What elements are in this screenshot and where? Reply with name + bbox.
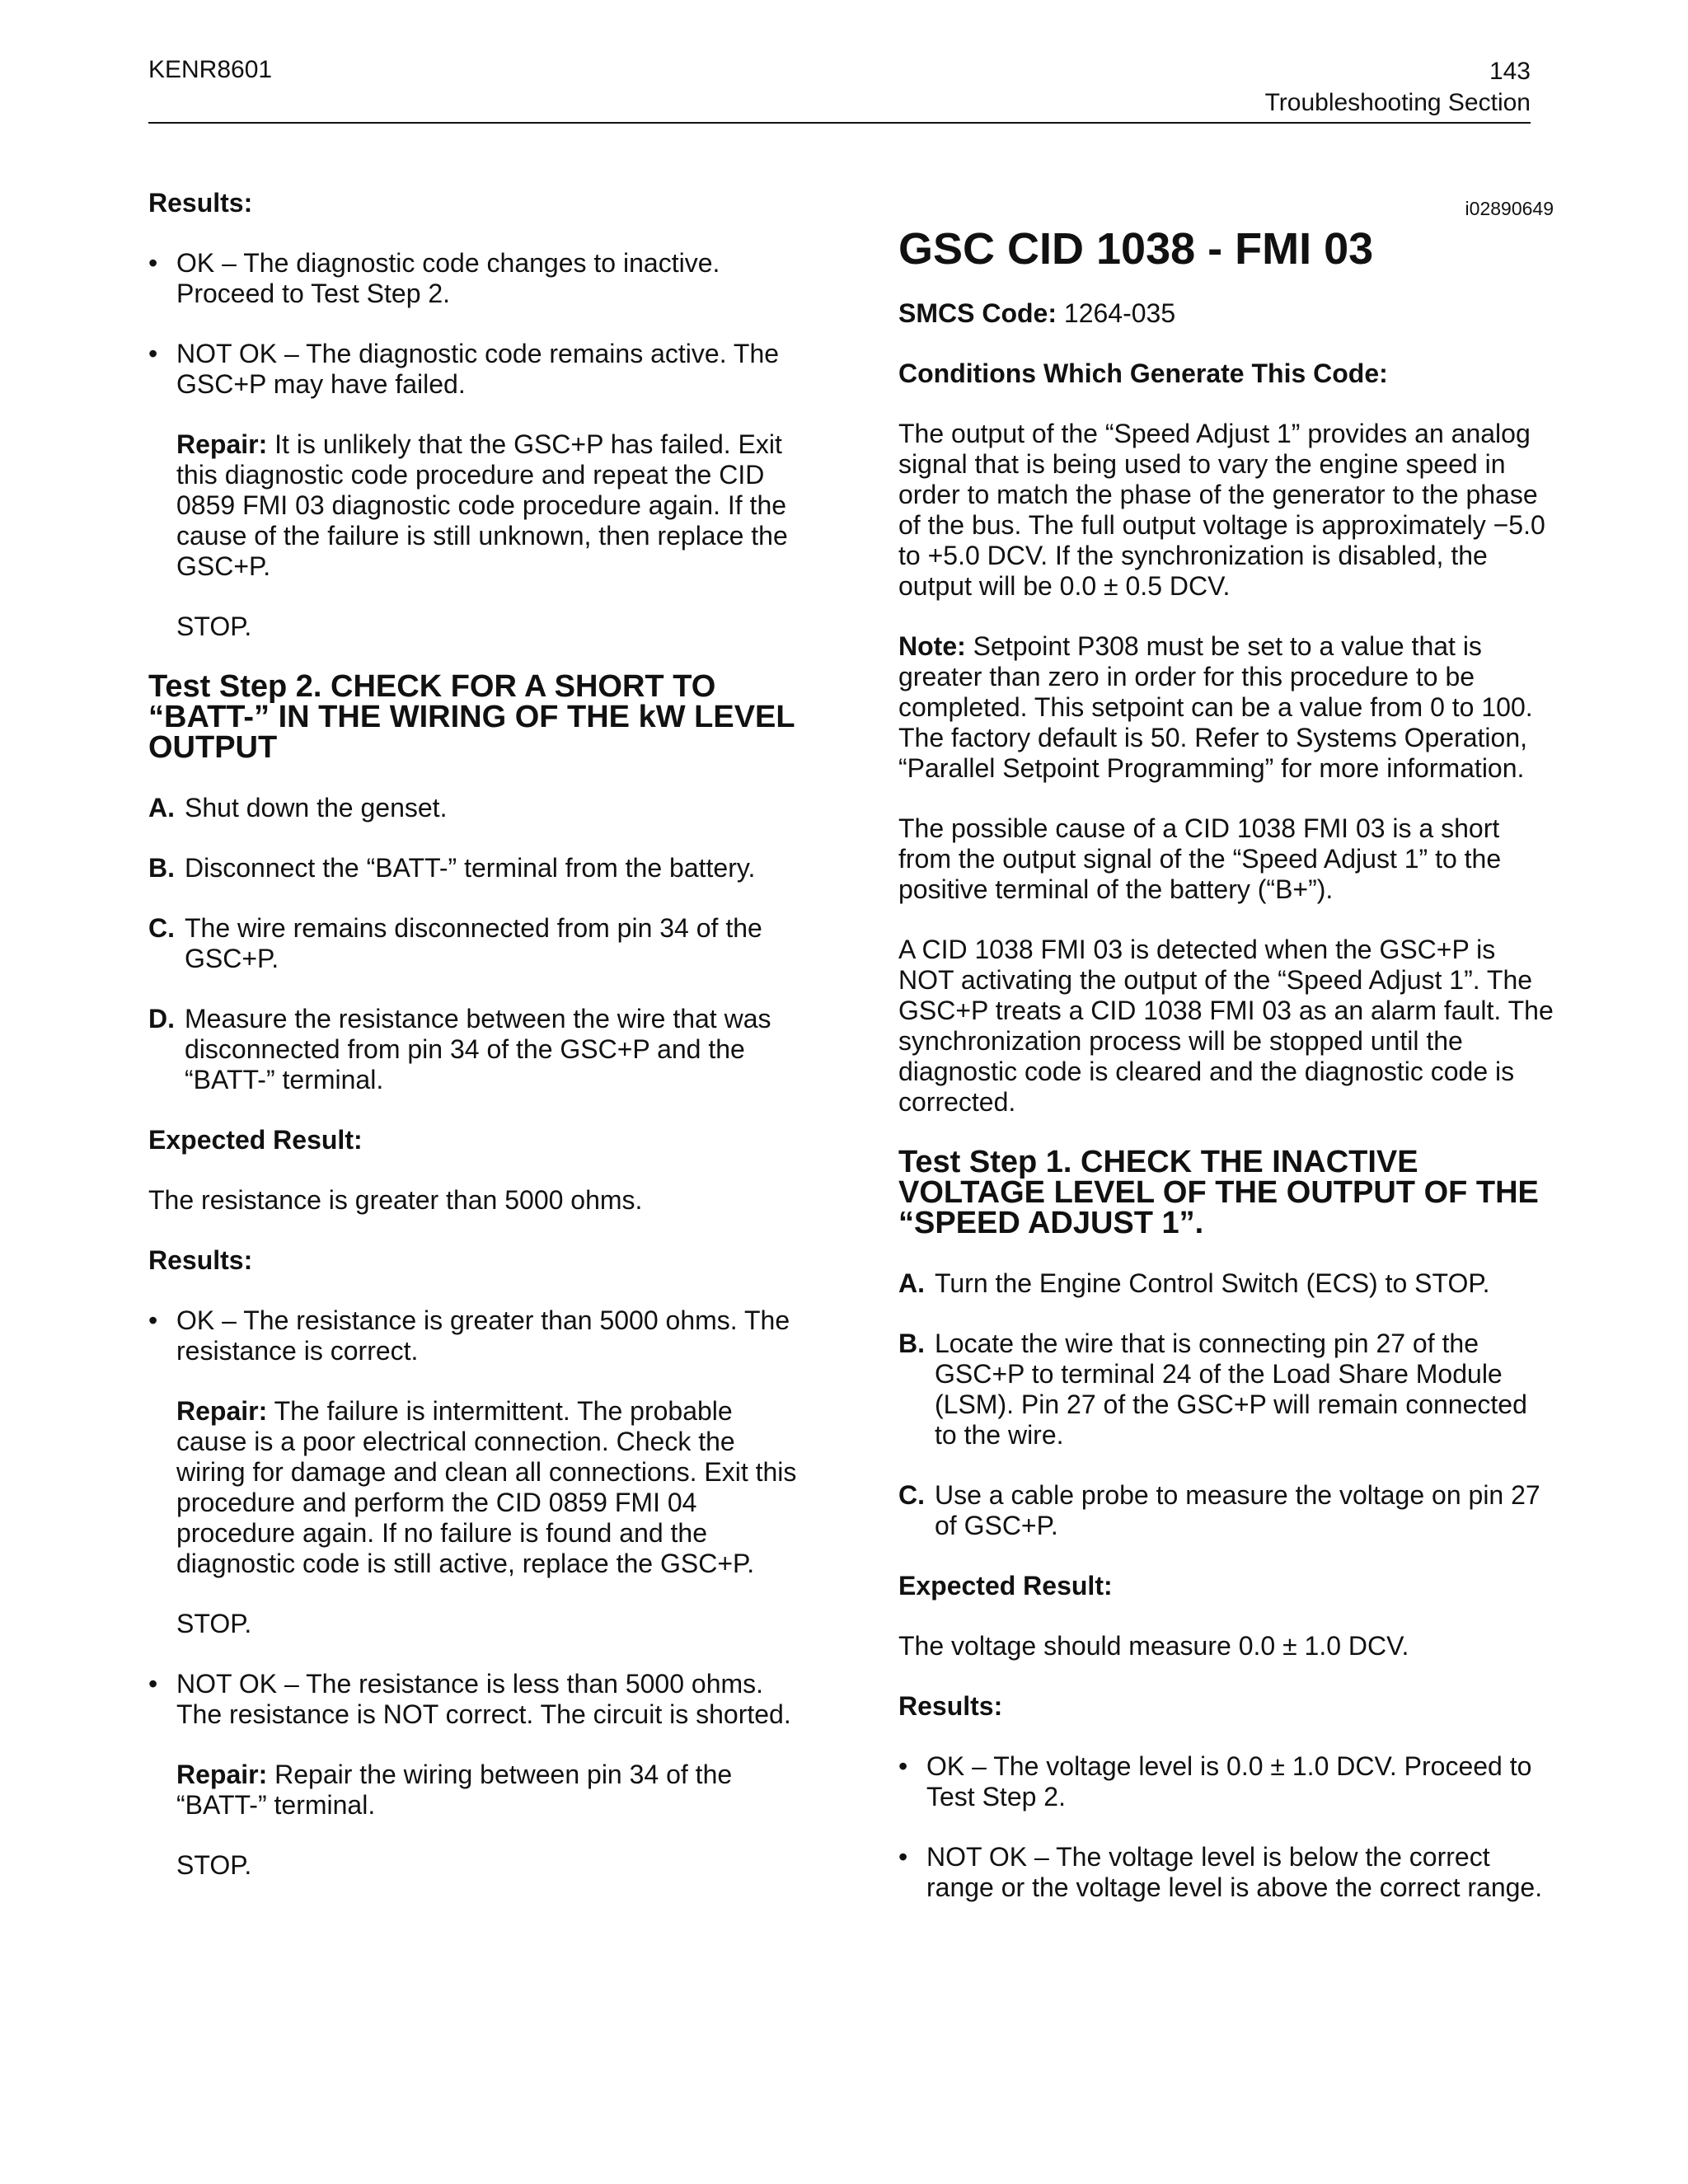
smcs-label: SMCS Code: <box>898 298 1057 328</box>
header-rule <box>148 122 1531 124</box>
page-title: GSC CID 1038 - FMI 03 <box>898 224 1374 274</box>
doc-number: KENR8601 <box>148 56 273 83</box>
results-label: Results: <box>898 1691 1003 1721</box>
note-label: Note: <box>898 631 966 661</box>
result-ok: • OK – The voltage level is 0.0 ± 1.0 DCV. Proceed to Test Step 2. <box>898 1751 1554 1812</box>
results-label: Results: <box>148 188 253 218</box>
expected-result-text: The resistance is greater than 5000 ohms. <box>148 1185 643 1215</box>
description-paragraph: The output of the “Speed Adjust 1” provides an analog signal that is being used to vary the engine speed in order to match the phase of the generator to the phase of the bus. The full output voltage is approximately −5.0 to +5.0 DCV. If the synchronization is disabled, the output will be 0.0 ± 0.5 DCV. <box>898 419 1545 601</box>
step-heading: Test Step 2. CHECK FOR A SHORT TO “BATT-” IN THE WIRING OF THE kW LEVEL OUTPUT <box>148 669 795 765</box>
note-paragraph: Note: Setpoint P308 must be set to a value that is greater than zero in order for this procedure to be completed. This setpoint can be a value from 0 to 100. The factory default is 50. Refer to Systems Operation, “Parallel Setpoint Programming” for more information. <box>898 631 1533 783</box>
step-c: C. Use a cable probe to measure the voltage on pin 27 of GSC+P. <box>898 1480 1540 1540</box>
doc-id: i02890649 <box>1465 198 1554 219</box>
stop-text: STOP. <box>176 1609 252 1638</box>
step-heading: Test Step 1. CHECK THE INACTIVE VOLTAGE LEVEL OF THE OUTPUT OF THE “SPEED ADJUST 1”. <box>898 1145 1539 1240</box>
result-ok: • OK – The diagnostic code changes to inactive. Proceed to Test Step 2. <box>148 248 808 309</box>
step-b: B. Disconnect the “BATT-” terminal from the battery. <box>148 853 756 883</box>
repair-label: Repair: <box>176 1396 268 1426</box>
repair-text: Repair: Repair the wiring between pin 34 of the “BATT-” terminal. <box>176 1760 733 1820</box>
result-not-ok: • NOT OK – The voltage level is below the correct range or the voltage level is above the correct range. <box>898 1842 1554 1903</box>
cause-paragraph: The possible cause of a CID 1038 FMI 03 is a short from the output signal of the “Speed Adjust 1” to the positive terminal of the battery (“B+”). <box>898 813 1502 904</box>
step-a: A. Turn the Engine Control Switch (ECS) to STOP. <box>898 1268 1490 1298</box>
step-b: B. Locate the wire that is connecting pin 27 of the GSC+P to terminal 24 of the Load Share Module (LSM). Pin 27 of the GSC+P will remain connected to the wire. <box>898 1329 1527 1450</box>
result-ok: • OK – The resistance is greater than 5000 ohms. The resistance is correct. <box>148 1305 808 1366</box>
expected-result-label: Expected Result: <box>898 1571 1113 1601</box>
result-not-ok: • NOT OK – The diagnostic code remains active. The GSC+P may have failed. <box>148 339 808 400</box>
smcs-code: SMCS Code: 1264-035 <box>898 298 1176 328</box>
repair-label: Repair: <box>176 1760 268 1789</box>
result-not-ok: • NOT OK – The resistance is less than 5000 ohms. The resistance is NOT correct. The circuit is shorted. <box>148 1669 808 1730</box>
left-column <box>148 188 808 1910</box>
expected-result-label: Expected Result: <box>148 1125 363 1155</box>
repair-label: Repair: <box>176 429 268 459</box>
detection-paragraph: A CID 1038 FMI 03 is detected when the GSC+P is NOT activating the output of the “Speed Adjust 1”. The GSC+P treats a CID 1038 FMI 03 as an alarm fault. The synchronization process will be stopped until the diagnostic code is cleared and the diagnostic code is corrected. <box>898 935 1554 1117</box>
step-c: C. The wire remains disconnected from pin 34 of the GSC+P. <box>148 913 762 973</box>
page-number: 143 <box>1489 58 1531 85</box>
header-right <box>1265 56 1531 119</box>
right-column <box>898 188 1554 1933</box>
page-header <box>148 54 1531 124</box>
repair-text: Repair: It is unlikely that the GSC+P has failed. Exit this diagnostic code procedure and repeat the CID 0859 FMI 03 diagnostic code procedure again. If the cause of the failure is still unknown, then replace the GSC+P. <box>176 429 788 581</box>
expected-result-text: The voltage should measure 0.0 ± 1.0 DCV. <box>898 1631 1409 1661</box>
results-label: Results: <box>148 1245 253 1275</box>
step-d: D. Measure the resistance between the wire that was disconnected from pin 34 of the GSC+P and the “BATT-” terminal. <box>148 1004 771 1094</box>
step-a: A. Shut down the genset. <box>148 793 448 823</box>
conditions-label: Conditions Which Generate This Code: <box>898 359 1388 388</box>
stop-text: STOP. <box>176 612 252 641</box>
section-name: Troubleshooting Section <box>1264 89 1531 116</box>
repair-text: Repair: The failure is intermittent. The probable cause is a poor electrical connection. Check the wiring for damage and clean all connections. Exit this procedure and perform the CID 0859 FMI 04 procedure again. If no failure is found and the diagnostic code is still active, replace the GSC+P. <box>176 1396 797 1578</box>
stop-text: STOP. <box>176 1850 252 1880</box>
